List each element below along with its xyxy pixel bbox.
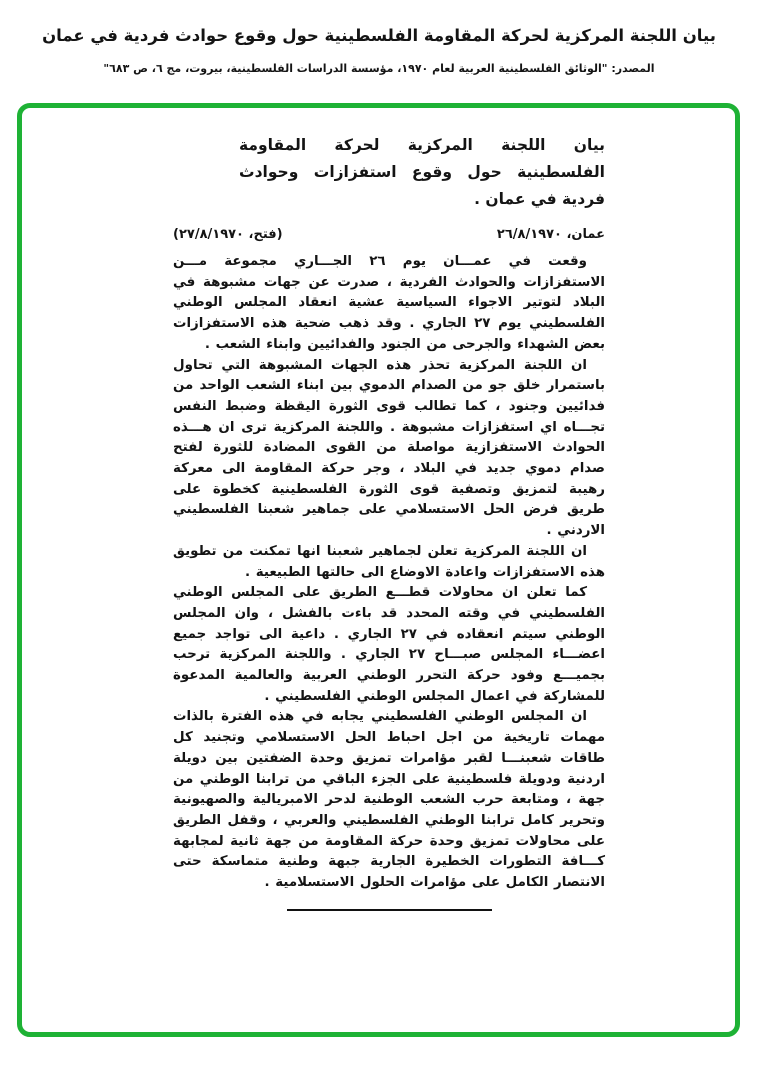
body-paragraph-3: ان اللجنة المركزية تعلن لجماهير شعبنا انها تمكنت من تطويق هذه الاستفزازات واعادة الاوضاع الى حالتها الطبيعية . <box>173 543 605 580</box>
body-paragraph-2: ان اللجنة المركزية تحذر هذه الجهات المشبوهة التي تحاول باستمرار خلق جو من الصدام الدموي بين ابناء الشعب الواحد من فدائيين وجنود ، كما تطالب قوى الثورة اليقظة وضبط النفس تجـــاه اي استفزازات مشبوهة . واللجنة المركزية ترى ان هـــذه الحوادث الاستفزازية مواصلة من القوى المضادة للثورة لفتح صدام دموي جديد في البلاد ، وجر حركة المقاومة الى معركة رهيبة لتمزيق وتصفية قوى الثورة الفلسطينية كخطوة على طريق فرض الحل الاستسلامي على جماهير شعبنا الفلسطيني الاردني . <box>173 357 605 539</box>
document-title: بيان اللجنة المركزية لحركة المقاومة الفلسطينية حول وقوع استفزازات وحوادث فردية في عمان . <box>239 136 605 208</box>
dateline-place: عمان، ٢٦/٨/١٩٧٠ <box>496 227 605 242</box>
dateline-org: (فتح، ٢٧/٨/١٩٧٠) <box>173 227 283 242</box>
source-caption: المصدر: "الوثائق الفلسطينية العربية لعام ١٩٧٠، مؤسسة الدراسات الفلسطينية، بيروت، مج ٦، ص ٦٨٣" <box>103 62 655 75</box>
body-paragraph-5: ان المجلس الوطني الفلسطيني يجابه في هذه الفترة بالذات مهمات تاريخية من اجل احباط الحل الاستسلامي وتجنيد كل طاقات شعبنـــا لقبر مؤامرات تمزيق وحدة الضفتين بين دويلة اردنية ودويلة فلسطينية على الجزء الباقي من ترابنا الوطني من جهة ، ومتابعة حرب الشعب الوطنية لدحر الامبريالية والصهيونية وتحرير كامل ترابنا الوطني الفلسطيني والعربي ، وقفل الطريق على محاولات تمزيق وحدة حركة المقاومة من جهة ثانية لمجابهة كـــافة التطورات الخطيرة الجارية جبهة وطنية متماسكة حتى الانتصار الكامل على مؤامرات الحلول الاستسلامية . <box>173 709 605 891</box>
dateline <box>173 227 605 242</box>
document-frame <box>17 103 740 1037</box>
body-paragraph-1: وقعت في عمـــان يوم ٢٦ الجـــاري مجموعة مـــن الاستفزازات والحوادث الفردية ، صدرت عن جهات مشبوهة في البلاد لتوتير الاجواء السياسية عشية انعقاد المجلس الوطني الفلسطيني يوم ٢٧ الجاري . وقد ذهب ضحية هذه الاستفزازات بعض الشهداء والجرحى من الجنود والفدائيين وابناء الشعب . <box>173 254 605 352</box>
body-paragraph-4: كما تعلن ان محاولات قطـــع الطريق على المجلس الوطني الفلسطيني في وقته المحدد قد باءت بالفشل ، وان المجلس الوطني سيتم انعقاده في ٢٧ الجاري . داعية الى تواجد جميع اعضـــاء المجلس صبـــاح ٢٧ الجاري . واللجنة المركزية ترحب بجميـــع وفود حركة التحرر الوطني العربية والعالمية المدعوة للمشاركة في اعمال المجلس الوطني الفلسطيني . <box>173 585 605 704</box>
end-divider <box>287 909 492 911</box>
page-title: بيان اللجنة المركزية لحركة المقاومة الفلسطينية حول وقوع حوادث فردية في عمان <box>42 26 716 45</box>
document-body <box>173 132 605 911</box>
